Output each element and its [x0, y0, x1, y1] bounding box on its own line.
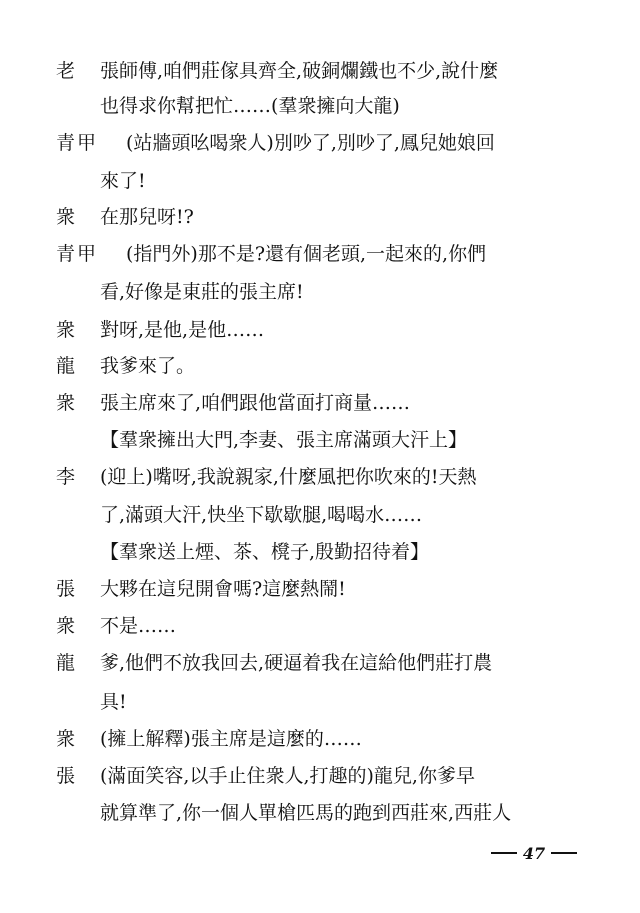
stage-direction [0, 534, 640, 570]
script-line [0, 236, 640, 272]
script-line [0, 125, 640, 161]
speech-continuation: 來了! [100, 170, 146, 192]
speaker-name: 青甲 [56, 243, 99, 265]
script-line [0, 199, 640, 235]
speech-text: 大夥在這兒開會嗎?這麼熱鬧! [100, 578, 346, 600]
page-footer [484, 838, 584, 868]
speaker-name: 張 [56, 765, 78, 787]
speech-continuation: 了,滿頭大汗,快坐下歇歇腿,喝喝水…… [100, 504, 423, 526]
speaker-name: 張 [56, 578, 78, 600]
script-line [0, 758, 640, 794]
speaker-name: 衆 [56, 728, 78, 750]
script-line [0, 684, 640, 720]
script-line [0, 645, 640, 681]
speech-text: 在那兒呀!? [100, 206, 194, 228]
speech-text: 張師傅,咱們莊傢具齊全,破銅爛鐵也不少,說什麼 [100, 60, 499, 82]
script-line [0, 721, 640, 757]
speech-text: (擁上解釋)張主席是這麼的…… [100, 728, 362, 750]
script-line [0, 385, 640, 421]
speaker-name: 衆 [56, 206, 78, 228]
speaker-name: 李 [56, 466, 78, 488]
stage-direction-text: 【羣衆擁出大門,李妻、張主席滿頭大汗上】 [100, 429, 468, 451]
script-line [0, 571, 640, 607]
script-line [0, 459, 640, 495]
script-line [0, 163, 640, 199]
speaker-name: 衆 [56, 319, 78, 341]
speaker-name: 龍 [56, 355, 78, 377]
speech-text: (迎上)嘴呀,我說親家,什麼風把你吹來的!天熱 [100, 466, 477, 488]
speech-text: (站牆頭吆喝衆人)別吵了,別吵了,鳳兒她娘回 [126, 132, 495, 154]
speech-text: 張主席來了,咱們跟他當面打商量…… [100, 392, 411, 414]
speech-text: (滿面笑容,以手止住衆人,打趣的)龍兒,你爹早 [100, 765, 475, 787]
speech-text: (指門外)那不是?還有個老頭,一起來的,你們 [126, 243, 487, 265]
speaker-name: 衆 [56, 615, 78, 637]
footer-rule-left [491, 852, 517, 854]
script-line [0, 312, 640, 348]
script-line [0, 53, 640, 89]
speech-continuation: 就算準了,你一個人單槍匹馬的跑到西莊來,西莊人 [100, 802, 512, 824]
page-number: 47 [522, 843, 546, 863]
script-line [0, 608, 640, 644]
speaker-name: 衆 [56, 392, 78, 414]
stage-direction [0, 422, 640, 458]
script-line [0, 274, 640, 310]
speaker-name: 青甲 [56, 132, 99, 154]
speech-text: 爹,他們不放我回去,硬逼着我在這給他們莊打農 [100, 652, 493, 674]
speech-text: 不是…… [100, 615, 177, 637]
speaker-name: 龍 [56, 652, 78, 674]
speech-text: 對呀,是他,是他…… [100, 319, 265, 341]
script-line [0, 88, 640, 124]
speaker-name: 老 [56, 60, 78, 82]
script-line [0, 497, 640, 533]
speech-text: 我爹來了。 [100, 355, 196, 377]
script-line [0, 795, 640, 831]
script-line [0, 348, 640, 384]
footer-rule-right [551, 852, 577, 854]
speech-continuation: 看,好像是東莊的張主席! [100, 281, 304, 303]
speech-continuation: 也得求你幫把忙……(羣衆擁向大龍) [100, 95, 400, 117]
stage-direction-text: 【羣衆送上煙、茶、櫈子,殷勤招待着】 [100, 541, 430, 563]
speech-continuation: 具! [100, 691, 127, 713]
